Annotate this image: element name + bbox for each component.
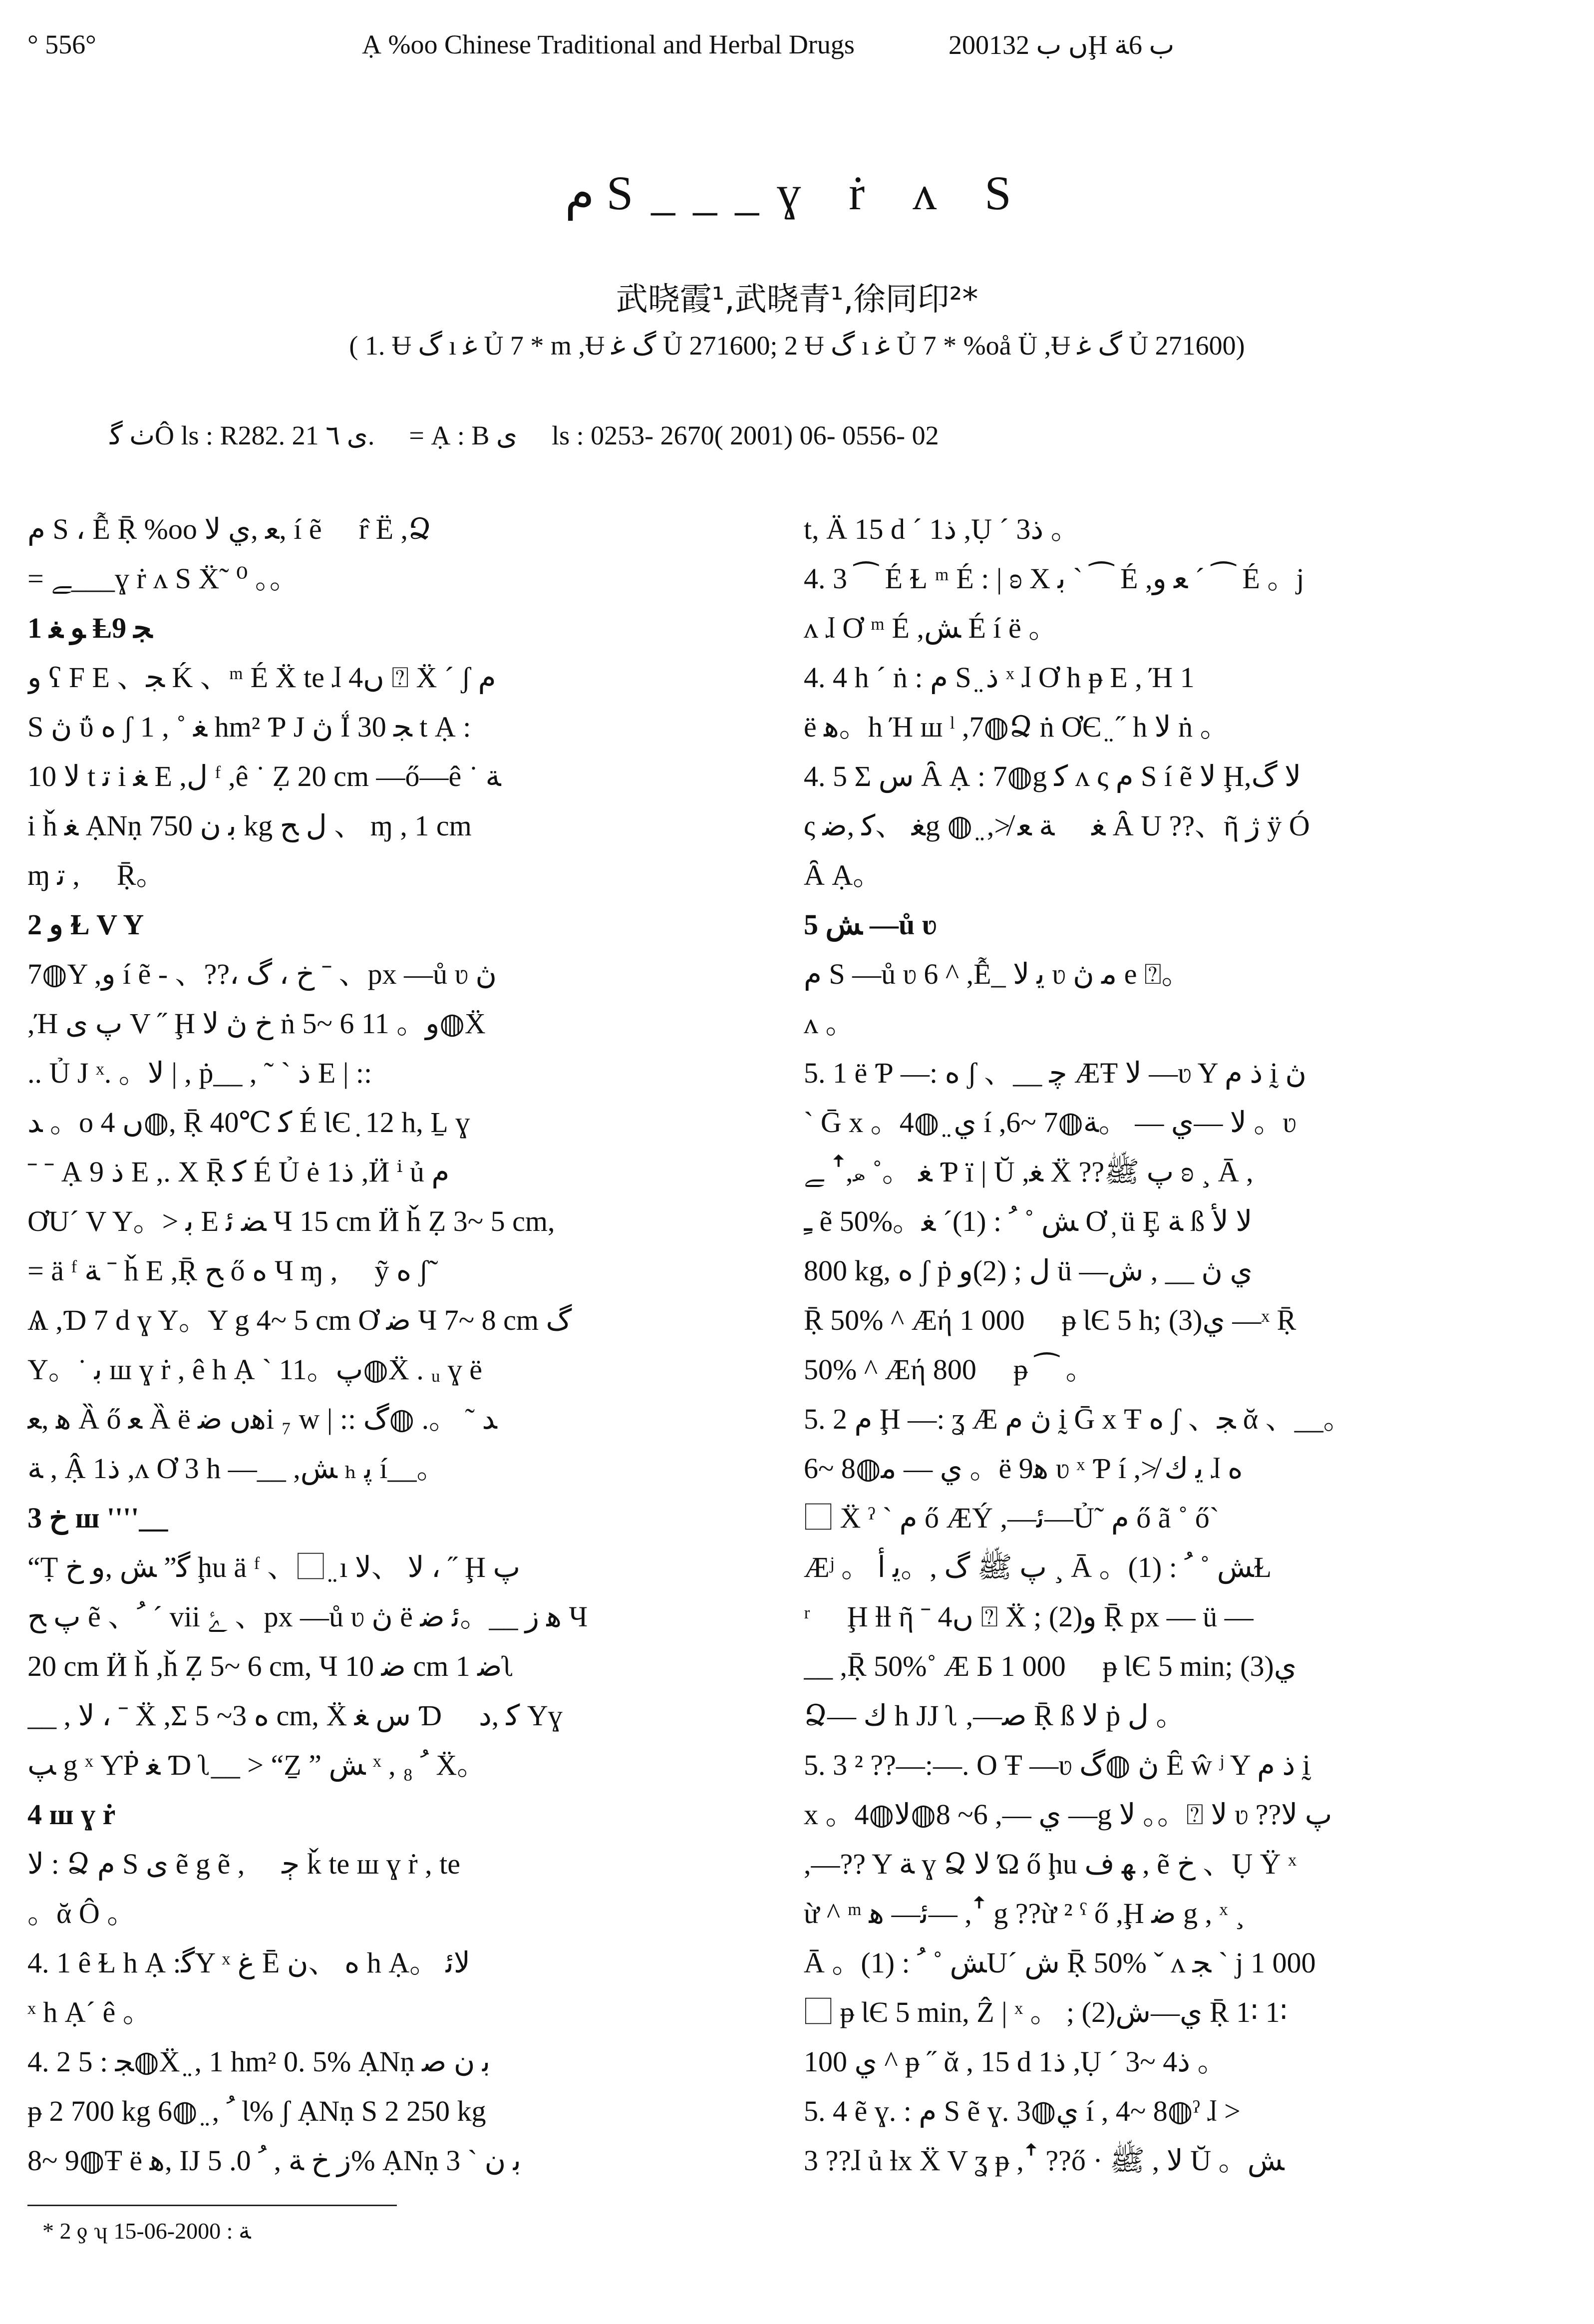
section-heading: 1 ﻮ ﻐ Ⱡ9 ﺠ [27, 612, 153, 644]
text-line: Ā 。ﺶ ˚ ﹸ : (1)U´ ﺵ Ṝ 50% ˇ ʌ ﺠ ` j 1 000 [804, 1946, 1316, 1979]
text-line: 6~ 8◍ي — ﻣ 。ë ﮬ9 ʋ ˣ Ƥ í ,≯ ﻳ ﻙ ɺ ﻩ [804, 1452, 1243, 1485]
text-line: ς ﻐ 、ﮐ ,ﺿg ◍ ̤ ,≯ ﻐ ⃞ ﺔ ﻌ Ȃ U ??、ῆ ﮊ ÿ Ó [804, 809, 1310, 842]
text-line: ⃞ ᵽ ƖЄ 5 min, Ẑ | ˣ 。 ; (2)ي—ﺵ Ṝ 1∶ 1∶ [804, 1996, 1287, 2028]
text-line: ,—?? Y ﺔ ɣ Ձ ﻻ Ώ ő ḩu ﻬ ﻑ , ẽ ﺥ 、Ụ Ÿ ˣ [804, 1848, 1296, 1880]
text-line: 50% ^ Æή 800 ⃞ ᵽ ⁀ 。 [804, 1353, 1095, 1386]
text-line: .. Ủ J ˣ. 。ﻻ | , ṗ__ , ˜ ` ﺫ E | :: [27, 1057, 372, 1089]
text-line: 3 ??ɺ ủ ƚx Ẍ V ʓ ᵽ ,ꜛ ??ő · ﻻ , ﷺ Ŭ 。ﺶ [804, 2144, 1284, 2177]
issue-info: 2001ں ب 32Ḩ ب 6ﺔ [949, 30, 1175, 60]
text-line: 4. 4 h ´ ṅ : م S ̤ ﺫ ˣ ɺ Ơ h ᵽ E , Ή 1 [804, 661, 1195, 694]
text-line: م S —ů ʋ 6 ^ ,Ễ_ ﻳ ﻻ ʋ ﻣ ڽ e ⍰。 [804, 958, 1191, 990]
page-number: ° 556° [27, 29, 96, 59]
text-line: 5. 3 ² ??—:—. O Ŧ —ʋ ڽ ◍گ Ȇ ŵ ʲ Y ﺫ م ḭ [804, 1749, 1310, 1781]
text-line: ⃞ Ẍ ˀ ` م ő ÆÝ ,—ﺋ—Ủ˜ م ő ã ˚ ő` [804, 1502, 1220, 1534]
classification-line: ٺ ﮔÔ ls : R282. 21 ى ٦. ⃞ = Ạ : B ى ⃞ ls : 0253- 2670( 2001) 06- 0556- 02 [110, 420, 939, 450]
text-line: Ձ— ﻙ h JJ ʅ ,—ﺻ Ṝ ß ﻻ ṗ ﻝ 。 [804, 1699, 1185, 1732]
text-line: ,Ή ﭖ ى V ˝ Ḩ ﺥ ڽ ﻻ ṅ 5~ 6 ﻭ。 11◍Ẍ [27, 1007, 486, 1040]
footnote-rule [27, 2205, 397, 2206]
text-line: ﭗ g ˣ ƳṖ ﻐ Ɗ ʅ__ > “Ẕ ” ﺶ ˣ , ﹸ ₈ Ẍ。 [27, 1749, 486, 1781]
text-line: ˉ ˉ Ạ ﺫ 9 E ,. X Ṝ ﮐ É Ủ ė 1ﺫ ,Ӥ ⁱ ủ م [27, 1156, 450, 1188]
text-line: 4. 5 Σ ﺱ Ȃ Ạ : 7◍g ﮐ ʌ ς م S í ẽ ﻻ Ḩ,ﻻ گ [804, 760, 1301, 792]
article-title: م S___ɣ ṙ ʌ S [565, 166, 1029, 220]
text-line: 800 kg, ﻩ ʃ ṗ ﻝ ; (2)ﻭ ü —ي ڽ __ , ﺵ [804, 1254, 1253, 1287]
text-line: ʳ ⃞ Ḩ ƚƚ ῆ ˉ 4ں ⍰ Ẍ ; (2)ﻭ Ṝ px — ü — [804, 1600, 1254, 1633]
text-line: ʌ 。 [804, 1007, 855, 1040]
text-line: ﮬ ,ﻌ Ȁ ő ﻌ Ȁ ë ﮬں ﺿi ₇ w | :: ﺪ ˜ 。. ◍گ [27, 1403, 497, 1435]
text-line: Ȃ Ạ。 [804, 859, 882, 891]
text-line: 5. 2 م Ḩ —: ʓ Æ ڽ م ḭ Ḡ x Ŧ ﻩ ʃ 、ﺠ ᾰ 、__。 [804, 1403, 1352, 1435]
text-line: = ä ᶠ ﺔ ˉ ȟ E ,Ṝ ﺢ ő ﻩ Ч ɱ , ⃞ ỹ ﻩ ʃ˜ [27, 1254, 438, 1287]
text-line: ﺪ 。o ں 4◍, Ṝ 40℃ ﮐ É ƖЄ ̣ 12 h, Ḻ ɣ [27, 1106, 470, 1139]
text-line: ﻻ : Ձ م S ى ẽ g ẽ , ⃞ ﭴ ǩ te ш ɣ ṙ , te [27, 1848, 460, 1880]
text-line: S ڽ ΰ ﻩ ʃ ﻐ ˚ , 1 hm² Ƥ J ڽ Ḯ ﺠ 30 t Ạ : [27, 711, 471, 743]
text-line: ᵽ 2 700 kg 6◍ ̤ , ﹸ Ɩ% ʃ ẠNṇ S 2 250 kg [27, 2095, 486, 2127]
text-line: 100 ي ^ ᵽ ˝ ᾰ , 15 d 1ﺫ ,Ụ ˊ 3~ 4ﺫ 。 [804, 2045, 1227, 2078]
text-line: 。ᾰ Ô 。 [27, 1897, 136, 1930]
text-line: Y。˙ ﺑ ш ɣ ṙ , ê h Ạ ˋ ﭖ。11◍Ẍ . ᵤ ɣ ë [27, 1353, 482, 1386]
text-line: ﻻ 10 t ﺗ i ﻐ E ,ﻝ ᶠ ,ê ˙ Ẓ 20 cm —ő—ê ˙ ﺔ [27, 760, 501, 792]
text-line: __ ,Ṝ 50%˚ Æ Б 1 000 ⃞ ᵽ ƖЄ 5 min; (3)ي [804, 1650, 1297, 1682]
footnote: * 2 ƍ ʮ ﺔ : 2000-06-15 [42, 2218, 251, 2244]
text-line: ƠU´ V Y。> ﺑ E ﻀ ﺋ Ч 15 cm Ӥ ȟ Ẓ 3~ 5 cm, [27, 1205, 555, 1237]
text-line: ﻭ ʕ F E 、ﺠ Ḱ 、ᵐ É Ẍ te ɺ 4ں ⍰ Ẍ ˊ ʃ م [27, 661, 496, 694]
authors: 武晓霞¹,武晓青¹,徐同印²* [616, 281, 978, 318]
text-line: Æʲ 。 ﭖ ﷺ گ ,。ﻳ ﺃ ¸ Ā 。ﺶ ˚ ﹸ : (1)Ɫ [804, 1551, 1272, 1583]
text-line: “Ṭ ﮔ” ﺶ ,ﻭ ﺥ ḩu ä ᶠ 、⃞ ̤ ı ﻻ 、ﻻ ، ˝ Ḩ ﭖ [27, 1551, 521, 1583]
text-line: ˣ h Ạ´ ê 。 [27, 1996, 152, 2028]
text-line: 5. 4 ẽ ɣ. : م S ẽ ɣ. 3◍ي í , 4~ 8◍ˀ ɺ > [804, 2095, 1241, 2127]
text-line: x 。4◍ي —, 6~ 8◍ﻻ —g ﻻ 。。⍰ ﻻ ʋ ??ﭖ ﻻ [804, 1798, 1332, 1831]
text-line: ừ ^ ᵐ ﺋ— ﻫ— ,ꜛ g ??ừ ² ˁ ő ,Ḩ ﺿ g , ˣ ¸ [804, 1897, 1245, 1930]
text-line: ʌ ɺ Ơ ᵐ É ,ﺶ É í ë 。 [804, 612, 1058, 644]
section-heading: 3 ﺥ ш ''''__ [27, 1502, 168, 1534]
text-line: = ﮯ___ɣ ṙ ʌ S Ẍ˜ ⁰ 。。 [27, 562, 299, 595]
text-line: 20 cm Ӥ ȟ ,ȟ Ẓ 5~ 6 cm, Ч ﺿ 10 cm ﺿ 1ʅ [27, 1650, 515, 1682]
text-line: 5. 1 ë Ƥ —: ﻩ ʃ 、__ ﭼ ÆŦ ﻻ —ʋ Y ﺫ م ḭ ڽ [804, 1057, 1307, 1089]
right-column [804, 504, 1528, 2185]
section-heading: 2 ﻭ Ɫ V Y [27, 908, 144, 941]
text-line: t, Ä 15 d ˊ 1ﺫ ,Ụ ˊ 3ﺫ 。 [804, 513, 1080, 545]
text-line: i ȟ ﻐ ẠNṇ ﺑ ﻥ 750 kg ﻝ ﺢ 、 ɱ , 1 cm [27, 809, 472, 842]
text-line: 4. 1 ê Ɫ h Ạ :ﮔY ˣ ﻍ Ē ﻩ 、ﻥ h Ạ。 ﻻﺋ [27, 1946, 470, 1979]
text-line: ﻐ 。˚ ﮬ,ꜛ ﮯ Ƥ ï | Ŭ ,ﻐ Ẍ ??ﭖ ﷺ ʚ ¸ Ā , [804, 1156, 1254, 1188]
text-line: __ , ﻻ ، ˉ Ẍ ,Σ ﻩ 3~ 5 cm, Ẍ ﺱ ﻐ Ɗ ⃞ ﮐ ,ﺩ Yɣ [27, 1699, 563, 1732]
text-line: ﭖ ﺢ ẽ 、ﹸ ˊ vii ﮰ 、px —ů ʋ ڽ ë ﮬ ﺯ __。ﺋ ﺿ Ч [27, 1600, 588, 1633]
text-line: 4. 2 ﺠ : 5◍Ẍ ̤ , 1 hm² 0. 5% ẠNṇ ﺑ ﻥ ﺻ [27, 2045, 491, 2078]
text-line: ﹻ ẽ 50%。ﺶ ˚ ﹸ : (1)´ ﻐ Ơ ̦ ü Ȩ ﺔ ß ﻻ ﻷ [804, 1205, 1253, 1237]
text-line: Ѧ ,Ɗ 7 d ɣ Y。Y g 4~ 5 cm Ơ ﺿ Ч 7~ 8 cm گ [27, 1304, 572, 1336]
affiliation: ( 1. Ʉ گ ı ﻏ Ủ 7 * m ,Ʉ گ ﻏ Ủ 271600; 2 Ʉ گ ı ﻏ Ủ 7 * %oå Ü ,Ʉ گ ﻏ Ủ 271600) [349, 331, 1245, 361]
text-line: 8~ 9◍Ŧ ë ﮬ, IJ ﺯ ﺥ ﺔ , ﹸ 0. 5% ẠNṇ ﺑ ﻥ ˋ 3 [27, 2144, 521, 2177]
journal-title: Ạ %oo Chinese Traditional and Herbal Drugs [362, 29, 855, 59]
text-line: 7◍Y ,ﻭ í ẽ - 、??، ﺥ ، گ ˉ 、px —ů ʋ ڽ [27, 958, 497, 990]
left-column [27, 504, 751, 2185]
section-heading: 5 ﺶ —ů ʋ [804, 908, 938, 941]
text-line: م S ، Ễ Ṝ %oo ﻌ ,ي لا, í ẽ ⃞ r̂ Ë ,Ձ [27, 513, 431, 545]
text-line: Ṝ 50% ^ Æή 1 000 ⃞ ᵽ ƖЄ 5 h; (3)ي —ˣ Ṝ [804, 1304, 1296, 1336]
section-heading: 4 ш ɣ ṙ [27, 1798, 116, 1831]
text-line: ﺔ , Ậ 1ﺫ ,ʌ Ơ 3 h —__ ,ﺶ ₕ ﭘ í__。 [27, 1452, 446, 1485]
text-line: ë ﮬ。h Ή ш ˡ ,7◍Ձ ṅ ƠЄ ̤ ˝ h ﻻ ṅ 。 [804, 711, 1229, 743]
text-line: ˋ Ḡ x 。4◍ ̤ ﻱ í ,6~ 7◍ﻻ —ي — 。ﺔ 。ʋ [804, 1106, 1296, 1139]
text-line: 4. 3 ⁀ É Ɫ ᵐ É : | ʚ X ﺑ ˋ ⁀ É ,ﻌ ﻭ ´ ⁀ É 。j [804, 562, 1304, 595]
text-line: ɱ ﺗ , ⃞ Ṝ。 [27, 859, 165, 891]
